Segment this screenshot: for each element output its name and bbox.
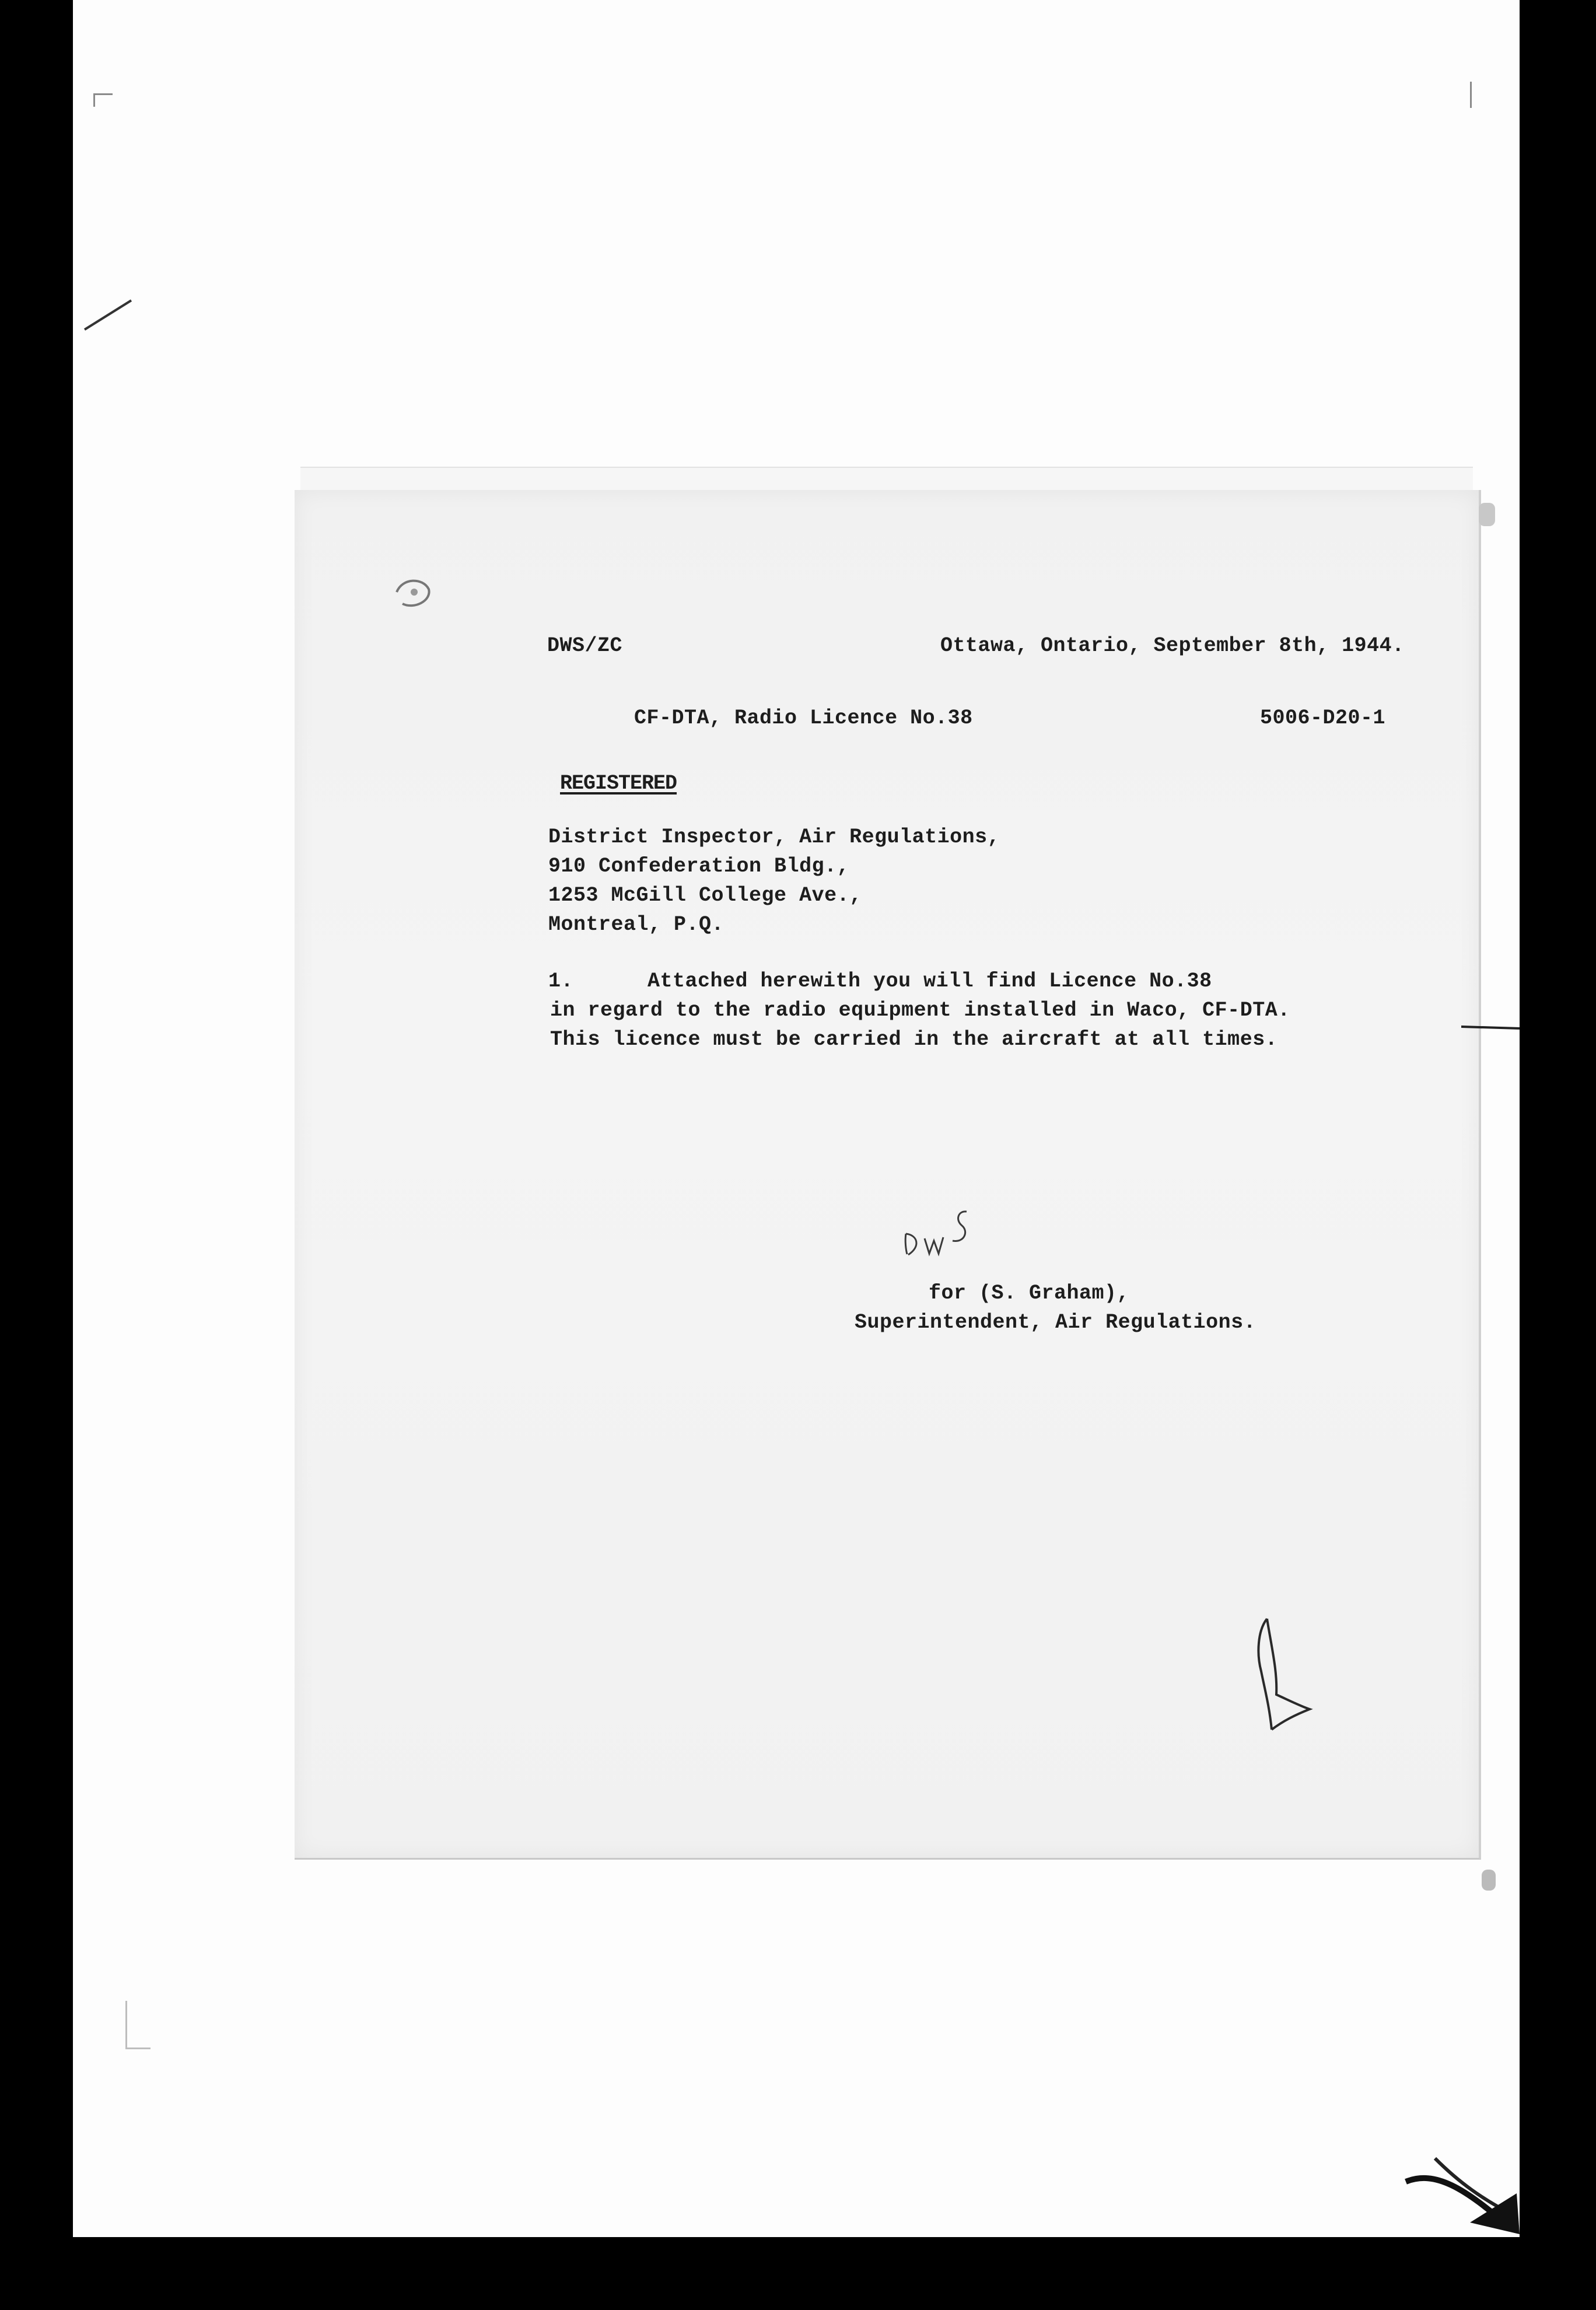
place-and-date: Ottawa, Ontario, September 8th, 1944. (940, 634, 1405, 657)
right-edge-dot (1479, 503, 1495, 526)
address-line: 1253 McGill College Ave., (548, 884, 862, 907)
paragraph-number: 1. (548, 970, 574, 993)
address-line: 910 Confederation Bldg., (548, 855, 850, 878)
address-line: District Inspector, Air Regulations, (548, 825, 1000, 849)
letter-page-top-edge (300, 467, 1473, 491)
body-line: in regard to the radio equipment installed in Waco, CF-DTA. (550, 999, 1290, 1022)
pencil-check-mark (1254, 1613, 1318, 1735)
registered-mark: REGISTERED (560, 772, 677, 795)
right-edge-marks (1461, 1018, 1525, 1035)
body-line: This licence must be carried in the aircraft at all times. (550, 1028, 1278, 1051)
signature-for-line: for (S. Graham), (929, 1282, 1130, 1305)
corner-mark-top-left (93, 93, 113, 107)
reference-code: DWS/ZC (547, 634, 623, 657)
handwritten-initials (901, 1205, 977, 1260)
file-number: 5006-D20-1 (1260, 706, 1386, 730)
corner-mark-top-right (1470, 82, 1472, 108)
address-line: Montreal, P.Q. (548, 913, 724, 936)
subject-line: CF-DTA, Radio Licence No.38 (634, 706, 973, 730)
right-edge-dot (1482, 1870, 1496, 1891)
punch-hole-smudge (391, 575, 438, 615)
print-corner-artefact (1400, 2147, 1522, 2234)
margin-stroke (82, 298, 134, 332)
body-line: Attached herewith you will find Licence No.38 (648, 970, 1212, 993)
signature-title-line: Superintendent, Air Regulations. (855, 1311, 1256, 1334)
corner-mark-bottom-left (125, 2001, 150, 2049)
